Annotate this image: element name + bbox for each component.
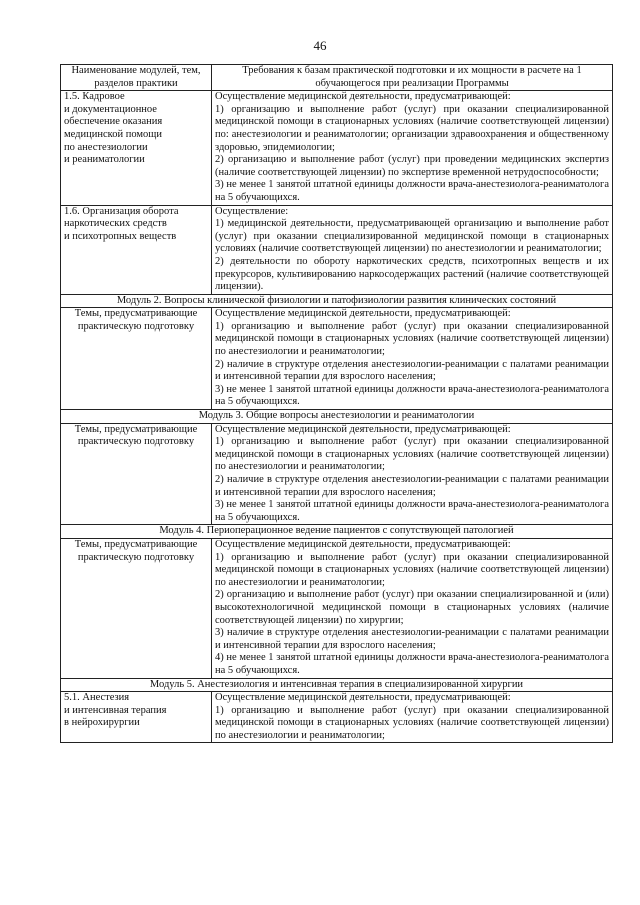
page-number: 46: [313, 38, 327, 53]
header-col-modules: Наименование модулей, тем, разделов практики: [61, 65, 212, 91]
requirement-paragraph: 1) организацию и выполнение работ (услуг) при оказании специализированной медицинской помощи в стационарных условиях (наличие соответствующей лицензии) по анестезиологии и реаниматологии;: [215, 551, 609, 588]
requirement-paragraph: 2) наличие в структуре отделения анестезиологии-реанимации с палатами реанимации и интенсивной терапии для взрослого населения;: [215, 358, 609, 383]
requirement-paragraph: 3) наличие в структуре отделения анестезиологии-реанимации с палатами реанимации и интенсивной терапии для взрослого населения;: [215, 627, 609, 651]
requirements-cell: [212, 692, 613, 743]
table-row: [61, 91, 613, 205]
module-heading-row: [61, 678, 613, 692]
table-row: [61, 423, 613, 525]
requirement-paragraph: 1) организацию и выполнение работ (услуг) при оказании специализированной медицинской помощи в стационарных условиях (наличие соответствующей лицензии) по анестезиологии и реаниматологии;: [215, 704, 609, 741]
section-name-cell: [61, 538, 212, 678]
section-name-cell: [61, 308, 212, 410]
requirement-paragraph: 3) не менее 1 занятой штатной единицы должности врача-анестезиолога-реаниматолога на 5 обучающихся.: [215, 499, 609, 523]
section-name-line: в нейрохирургии: [64, 717, 140, 729]
requirement-paragraph: Осуществление медицинской деятельности, предусматривающей:: [215, 692, 511, 704]
requirements-table: [60, 64, 613, 743]
requirement-paragraph: Осуществление медицинской деятельности, предусматривающей:: [215, 538, 511, 550]
requirement-paragraph: 2) организацию и выполнение работ (услуг) при оказании специализированной и (или) высокотехнологичной медицинской помощи в стационарных условиях (наличие соответствующей лицензии) по хирургии;: [215, 589, 609, 626]
section-name-line: Темы, предусматривающие: [74, 308, 198, 320]
section-name-line: и психотропных веществ: [64, 230, 177, 242]
requirement-paragraph: Осуществление медицинской деятельности, предусматривающей:: [215, 91, 511, 103]
requirements-cell: [212, 308, 613, 410]
section-name-line: медицинской помощи: [64, 128, 162, 140]
requirement-paragraph: 3) не менее 1 занятой штатной единицы должности врача-анестезиолога-реаниматолога на 5 обучающихся.: [215, 383, 609, 408]
module-heading-row: [61, 525, 613, 539]
requirements-cell: [212, 205, 613, 294]
requirement-paragraph: 1) организацию и выполнение работ (услуг) при оказании специализированной медицинской помощи в стационарных условиях (наличие соответствующей лицензии) по анестезиологии и реаниматологии;: [215, 320, 609, 358]
section-name-line: Темы, предусматривающие: [74, 538, 198, 550]
section-name-line: Темы, предусматривающие: [74, 423, 198, 435]
requirement-paragraph: Осуществление медицинской деятельности, предусматривающей:: [215, 423, 511, 435]
table-body: [61, 91, 613, 743]
table-header-row: [61, 65, 613, 91]
requirement-paragraph: Осуществление медицинской деятельности, предусматривающей:: [215, 308, 511, 320]
requirement-paragraph: Осуществление:: [215, 205, 289, 217]
section-name-line: обеспечение оказания: [64, 116, 163, 128]
section-name-line: и реаниматологии: [64, 154, 145, 166]
module-heading-row: [61, 410, 613, 424]
table-row: [61, 308, 613, 410]
module-heading-row: [61, 294, 613, 308]
requirements-cell: [212, 423, 613, 525]
section-name-line: и документационное: [64, 103, 157, 115]
section-name-line: наркотических средств: [64, 218, 167, 230]
module-heading: Модуль 2. Вопросы клинической физиологии и патофизиологии развития клинических состояний: [61, 294, 613, 308]
module-heading: Модуль 4. Периоперационное ведение пациентов с сопутствующей патологией: [61, 525, 613, 539]
section-name-line: практическую подготовку: [77, 551, 195, 563]
module-heading: Модуль 3. Общие вопросы анестезиологии и реаниматологии: [61, 410, 613, 424]
section-name-cell: [61, 692, 212, 743]
section-name-line: практическую подготовку: [77, 320, 195, 332]
header-col-requirements: Требования к базам практической подготовки и их мощности в расчете на 1 обучающегося при реализации Программы: [212, 65, 613, 91]
requirement-paragraph: 2) деятельности по обороту наркотических средств, психотропных веществ и их прекурсоров, культивированию наркосодержащих растений (наличие соответствующей лицензии).: [215, 255, 609, 293]
requirement-paragraph: 1) организацию и выполнение работ (услуг) при оказании специализированной медицинской помощи в стационарных условиях (наличие соответствующей лицензии) по анестезиологии и реаниматологии;: [215, 436, 609, 473]
requirement-paragraph: 3) не менее 1 занятой штатной единицы должности врача-анестезиолога-реаниматолога на 5 обучающихся.: [215, 179, 609, 203]
section-name-line: 1.5. Кадровое: [64, 91, 125, 103]
section-name-line: по анестезиологии: [64, 141, 148, 153]
requirement-paragraph: 2) организацию и выполнение работ (услуг) при проведении медицинских экспертиз (наличие соответствующей лицензии) по экспертизе временной нетрудоспособности;: [215, 154, 609, 178]
requirements-cell: [212, 91, 613, 205]
section-name-line: и интенсивная терапия: [64, 704, 167, 716]
requirement-paragraph: 1) медицинской деятельности, предусматривающей организацию и выполнение работ (услуг) при оказании специализированной медицинской помощи в стационарных условиях (наличие соответствующей лицензии) по анестезиологии и реаниматологии;: [215, 218, 609, 255]
requirements-cell: [212, 538, 613, 678]
section-name-cell: [61, 205, 212, 294]
requirement-paragraph: 2) наличие в структуре отделения анестезиологии-реанимации с палатами реанимации и интенсивной терапии для взрослого населения;: [215, 474, 609, 498]
section-name-line: практическую подготовку: [77, 436, 195, 448]
section-name-line: 5.1. Анестезия: [64, 692, 130, 704]
section-name-line: 1.6. Организация оборота: [64, 205, 179, 217]
module-heading: Модуль 5. Анестезиология и интенсивная терапия в специализированной хирургии: [61, 678, 613, 692]
requirement-paragraph: 4) не менее 1 занятой штатной единицы должности врача-анестезиолога-реаниматолога на 5 обучающихся.: [215, 652, 609, 676]
table-row: [61, 692, 613, 743]
table-row: [61, 538, 613, 678]
section-name-cell: [61, 423, 212, 525]
requirement-paragraph: 1) организацию и выполнение работ (услуг) при оказании специализированной медицинской помощи в стационарных условиях (наличие соответствующей лицензии) по: анестезиологии и реаниматологии; организации здравоохранения и общественному здоровью, эпидемиологии;: [215, 103, 609, 153]
section-name-cell: [61, 91, 212, 205]
table-row: [61, 205, 613, 294]
